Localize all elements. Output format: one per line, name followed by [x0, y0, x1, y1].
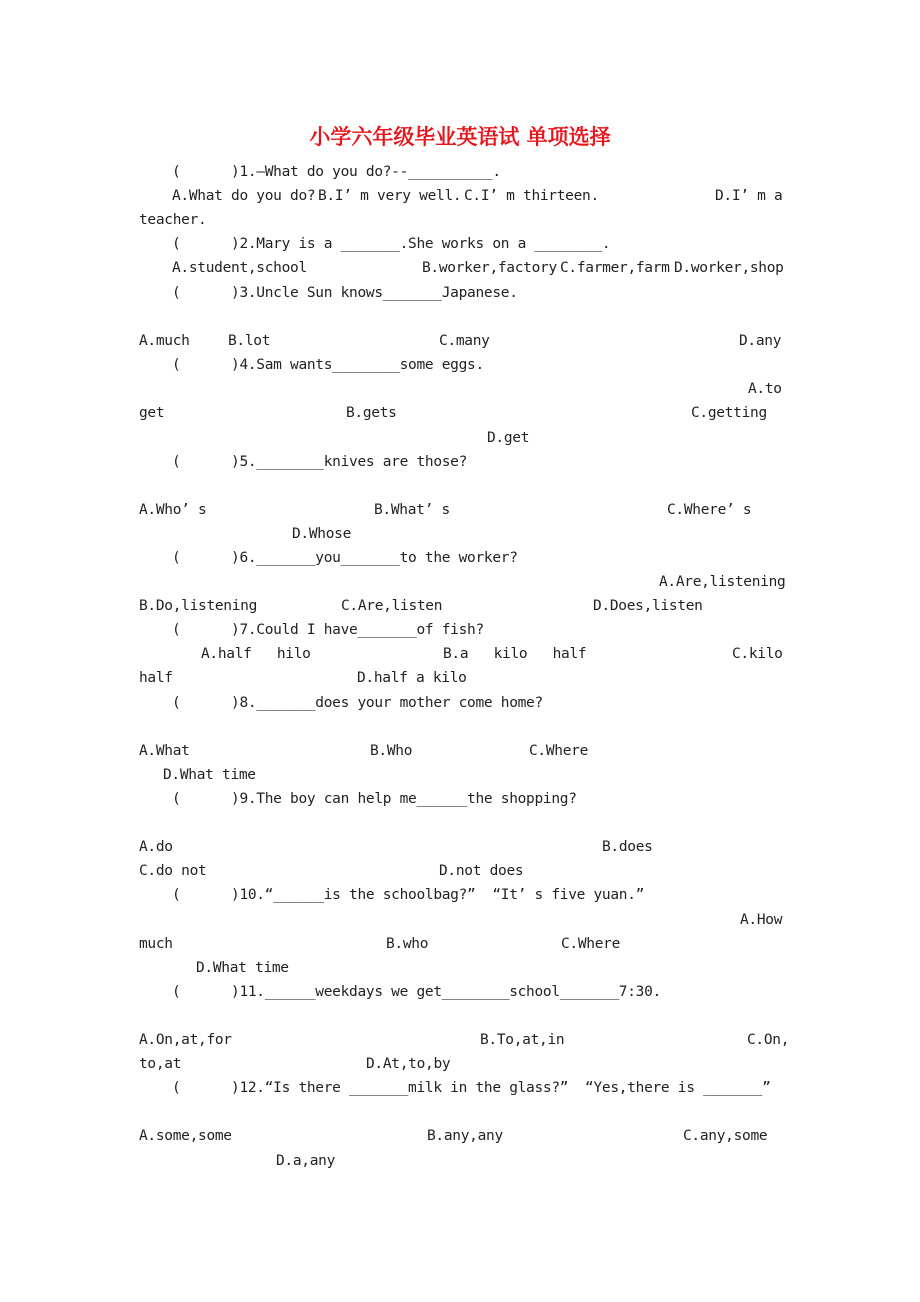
question-2-option-d: D.worker,shop: [674, 260, 784, 276]
question-12-option-a: A.some,some: [139, 1128, 232, 1144]
question-7-stem: ( )7.Could I have_______of fish?: [172, 622, 484, 638]
question-3-option-b: B.lot: [228, 333, 271, 349]
question-6-option-c: C.Are,listen: [341, 598, 443, 614]
question-6-option-b: B.Do,listening: [139, 598, 258, 614]
question-2-option-a: A.student,school: [172, 260, 307, 276]
question-4-option-b: B.gets: [346, 405, 397, 421]
question-7-option-a: A.half hilo: [201, 646, 311, 662]
question-1-option-d: D.I’ m a: [715, 188, 783, 204]
question-8-option-b: B.Who: [370, 743, 413, 759]
question-8-option-c: C.Where: [529, 743, 589, 759]
question-7-option-d: D.half a kilo: [357, 670, 467, 686]
question-2-option-c: C.farmer,farm: [560, 260, 670, 276]
question-4-stem: ( )4.Sam wants________some eggs.: [172, 357, 484, 373]
question-10-stem: ( )10.“______is the schoolbag?” “It’ s five yuan.”: [172, 887, 645, 903]
question-3-option-c: C.many: [439, 333, 490, 349]
question-1-option-b: B.I’ m very well.: [318, 188, 462, 204]
question-11-option-a: A.On,at,for: [139, 1032, 232, 1048]
question-3-stem: ( )3.Uncle Sun knows_______Japanese.: [172, 285, 518, 301]
question-11-option-c-continued: to,at: [139, 1056, 182, 1072]
question-5-option-b: B.What’ s: [374, 502, 450, 518]
question-10-option-d: D.What time: [196, 960, 289, 976]
question-9-option-a: A.do: [139, 839, 173, 855]
question-2-stem: ( )2.Mary is a _______.She works on a ________.: [172, 236, 611, 252]
question-4-option-a-continued: get: [139, 405, 165, 421]
question-7-option-c: C.kilo: [732, 646, 783, 662]
question-2-option-b: B.worker,factory: [422, 260, 557, 276]
question-12-option-d: D.a,any: [276, 1153, 336, 1169]
question-9-option-d: D.not does: [439, 863, 524, 879]
question-5-option-a: A.Who’ s: [139, 502, 207, 518]
question-11-stem: ( )11.______weekdays we get________school_______7:30.: [172, 984, 661, 1000]
question-9-stem: ( )9.The boy can help me______the shopping?: [172, 791, 577, 807]
question-6-stem: ( )6._______you_______to the worker?: [172, 550, 518, 566]
page-title: 小学六年级毕业英语试 单项选择: [309, 124, 611, 149]
question-1-option-d-continued: teacher.: [139, 212, 207, 228]
question-8-option-d: D.What time: [163, 767, 256, 783]
question-12-stem: ( )12.“Is there _______milk in the glass?” “Yes,there is _______”: [172, 1080, 771, 1096]
question-5-stem: ( )5.________knives are those?: [172, 454, 468, 470]
question-6-option-d: D.Does,listen: [593, 598, 703, 614]
question-10-option-c: C.Where: [561, 936, 621, 952]
question-12-option-b: B.any,any: [427, 1128, 503, 1144]
question-1-option-a: A.What do you do?: [172, 188, 316, 204]
question-10-option-a: A.How: [740, 912, 783, 928]
question-9-option-c: C.do not: [139, 863, 207, 879]
question-10-option-b: B.who: [386, 936, 429, 952]
question-5-option-d: D.Whose: [292, 526, 352, 542]
question-5-option-c: C.Where’ s: [667, 502, 752, 518]
question-10-option-a-continued: much: [139, 936, 173, 952]
question-9-option-b: B.does: [602, 839, 653, 855]
question-4-option-c: C.getting: [691, 405, 767, 421]
question-8-stem: ( )8._______does your mother come home?: [172, 695, 543, 711]
question-1-option-c: C.I’ m thirteen.: [464, 188, 599, 204]
question-1-stem: ( )1.—What do you do?--__________.: [172, 164, 501, 180]
question-3-option-a: A.much: [139, 333, 190, 349]
question-11-option-d: D.At,to,by: [366, 1056, 451, 1072]
question-11-option-b: B.To,at,in: [480, 1032, 565, 1048]
question-4-option-d: D.get: [487, 430, 530, 446]
question-3-option-d: D.any: [739, 333, 782, 349]
question-7-option-b: B.a kilo half: [443, 646, 587, 662]
question-12-option-c: C.any,some: [683, 1128, 768, 1144]
question-8-option-a: A.What: [139, 743, 190, 759]
question-4-option-a: A.to: [748, 381, 782, 397]
question-11-option-c: C.On,: [747, 1032, 790, 1048]
question-6-option-a: A.Are,listening: [659, 574, 786, 590]
question-7-option-c-continued: half: [139, 670, 173, 686]
